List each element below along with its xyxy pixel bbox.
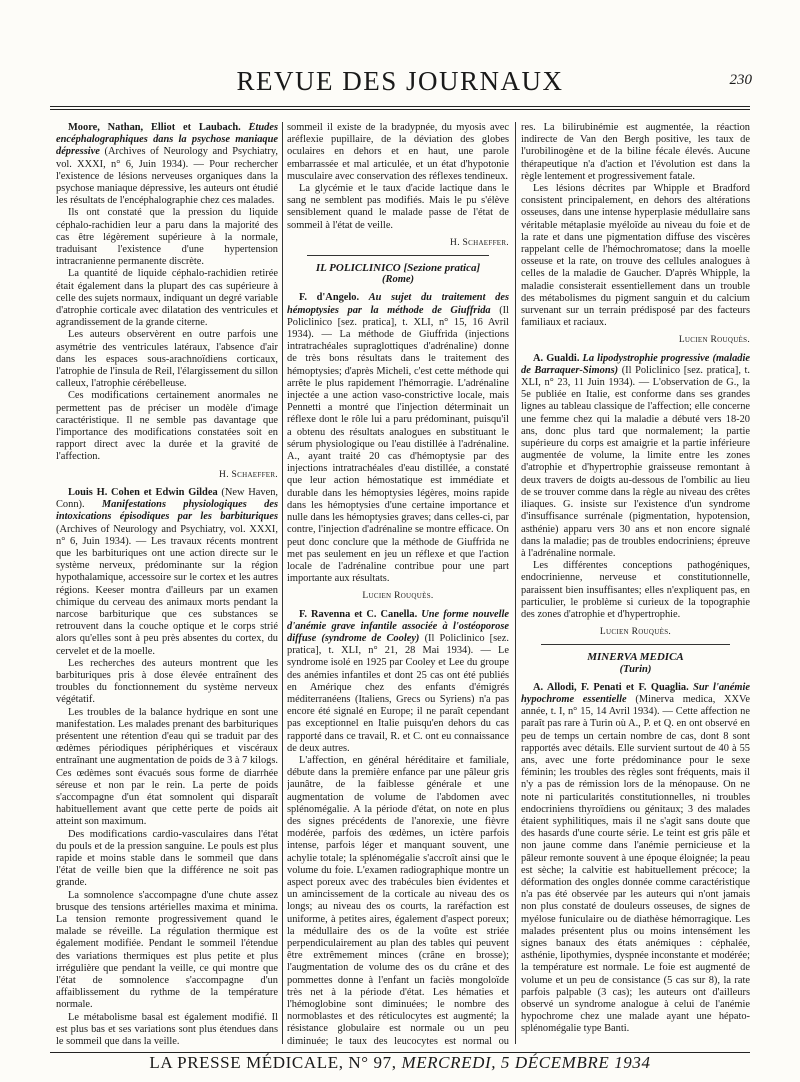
section-divider [541,644,730,645]
page-footer [0,1053,800,1073]
article-cohen [56,487,278,1048]
header-rule-2 [50,109,750,110]
article-ravenna-continued [521,122,750,347]
column-2 [287,122,509,1048]
section-title-minerva: MINERVA MEDICA [587,651,684,664]
column-3 [521,122,750,1048]
footer-date: MERCREDI, 5 DÉCEMBRE 1934 [401,1053,651,1072]
paragraph: Ces modifications certainement anormales ne permettent pas de préciser un modèle d'image caractéristique. Il ne semble pas davantage que l'importance des modifications constatées soit en rapport direct avec la durée et la gravité de l'affection. [56,390,278,463]
article-authors: A. Allodi, F. Penati et F. Quaglia. [533,681,689,693]
section-title-policlinico: IL POLICLINICO [Sezione pratica] [315,262,481,275]
signature: H. Schaeffer. [450,237,509,248]
article-authors: A. Gualdi. [533,352,580,364]
article-authors: Moore, Nathan, Elliot et Laubach. [68,122,241,133]
paragraph: Les recherches des auteurs montrent que les barbituriques pris à dose élevée entraînent des troubles du fonctionnement du système nerveux végétatif. [56,657,278,706]
paragraph: Ils ont constaté que la pression du liquide céphalo-rachidien leur a paru dans la majorité des cas être légèrement supérieure à la normale, traduisant l'existence d'une hypertension intracranienne permanente discrète. [56,207,278,268]
header-rule [50,106,750,107]
page-number: 230 [729,72,752,88]
paragraph: Les lésions décrites par Whipple et Bradford consistent principalement, en dehors des altérations osseuses, dans une intense hyperplasie médullaire sans véritable métaplasie myéloïde au niveau du foie et de la rate et dans une pigmentation diffuse des viscères rappelant celle de l'hémochromatose; dans la moelle osseuse et la rate, on trouve des cellules analogues à celles de la maladie de Gaucher. D'après Whipple, la maladie consisterait essentiellement dans un trouble des métabolismes du pigment sanguin et du calcium survenant sur un terrain prédisposé par des facteurs familiaux et raciaux. [521,183,750,329]
column-divider [282,122,283,1044]
paragraph: La quantité de liquide céphalo-rachidien retirée était également dans la plupart des cas supérieure à celle des sujets normaux, indiquant un degré variable d'atrophie corticale avec dilatation des ventricules et agrandissement de la grande citerne. [56,268,278,329]
paragraph: Les troubles de la balance hydrique en sont une manifestation. Les malades prenant des barbituriques présentent une rétention d'eau qui se traduit par des œdèmes périodiques périphériques et viscéraux entraînant une augmentation de poids de 3 à 7 kilogs. Ces œdèmes sont évacués sous forme de diarrhée séreuse et non par le rein. La perte de poids s'accompagne d'un état somnolent qui disparaît habituellement avant que cette perte de poids ait atteint son maximum. [56,706,278,828]
section-subtitle: (Rome) [381,274,415,286]
article-title: Au sujet du traitement des hémoptysies par la méthode de Giuffrida [287,292,509,316]
article-text: (Minerva medica, XXVe année, t. I, n° 15, 14 Avril 1934). — Cette affection ne paraît pas rare à Turin où A., P. et Q. en ont observé en peu de temps un certain nombre de cas, dont 8 sont rapportés avec détails. Elle survient surtout de 40 à 55 ans, avec une forte prédominance pour le sexe féminin; les troubles des règles sont fréquents, mais il n'y a pas de rémission lors de la ménopause. On ne note ni particularités constitutionnelles, ni troubles endocriniens thyroïdiens ou génitaux; 3 des malades étaient syphilitiques, mais il ne s'agit sans doute que des hasards d'une courte série. Le teint est gris pâle et non jaune comme dans l'anémie pernicieuse et la pâleur remonte souvent à une époque éloignée; la peau est sèche; la calvitie est habituellement précoce; la déformation des ongles donnée comme caractéristique n'a pas été observée par les auteurs qui n'ont jamais non plus constaté de douleurs osseuses, de signes de myélose funiculaire ou de diathèse hémorragique. Les malades présentent plus ou moins intensément les signes banaux des états anémiques : céphalée, asthénie, lipothymies, dyspnée inconstante et modérée; la température est normale. Le foie est augmenté de volume et un peu de consistance (5 cas sur 8), la rate parfois palpable (3 cas); les auteurs ont d'ailleurs observé un syndrome analogue à celui de l'anémie hypochrome chez une malade ayant une hépato-splénomégalie type Banti. [521,693,750,1035]
paragraph: Des modifications cardio-vasculaires dans l'état du pouls et de la pression sanguine. Le pouls est plus rapide et moins stable dans le sommeil que dans l'état de veille bien que la différence ne soit pas grande. [56,828,278,889]
paragraph: sommeil il existe de la bradypnée, du myosis avec aréflexie pupillaire, de la déviation des globes oculaires en dehors et en haut, une parole embarrassée et mal articulée, et un état d'hypotonie musculaire avec conservation des réflexes tendineux. [287,122,509,182]
paragraph: L'affection, en général héréditaire et familiale, débute dans la première enfance par une pâleur gris jaunâtre, de la faiblesse générale et une augmentation de volume de l'abdomen avec splénomégalie. A la période d'état, on note en plus des signes précédents de l'anorexie, une fièvre modérée, parfois des œdèmes, un ictère parfois intense, parfois léger et manquant souvent, une achylie totale; la splénomégalie s'accroît ainsi que le volume du foie. L'examen radiographique montre un aspect poreux avec des trabécules bien évidentes et un amincissement de la corticale au niveau des os longs; au niveau des os courts, la raréfaction est uniforme, à petites aires, également d'aspect poreux; la médullaire des os de la voûte est striée perpendiculairement au plan des tables qui peuvent être extrêmement minces (crâne en brosse); l'augmentation de volume des os du crâne et des pommettes donne à l'enfant un faciès mongoloïde très net à la période d'état. Les hématies et l'hémoglobine sont diminuées; le nombre des normoblastes et des réticulocytes est augmenté; la résistance globulaire est normale ou un peu diminuée; le taux des leucocytes est normal ou [287,754,509,1047]
article-text: (Il Policlinico [sez. pratica], t. XLI, n° 15, 16 Avril 1934). — La méthode de Giuffrida (injections intratrachéales supraglottiques d'adrénaline) donne de très bons résultats dans le traitement des hémoptysies; d'après Micheli, c'est cette méthode qui arrête le plus rapidement l'hémorragie. L'adrénaline injectée a une action vaso-constrictive locale, mais Pennetti a montré que l'injection déterminait un réflexe dont le rôle lui a paru prédominant, puisqu'il a obtenu des résultats analogues en substituant le sérum physiologique ou l'eau distillée à l'adrénaline. A., ayant traité 20 cas d'hémoptysie par des injections intratrachéales d'eau distillée, a constaté que leur action hémostatique est immédiate et durable dans les hémoptysies légères, moins rapide dans les hémoptysies d'une certaine importance et nulle dans les hémoptysies graves; dans celles-ci, par contre, l'injection d'adrénaline se montre efficace. On peut donc conclure que la méthode de Giuffrida ne met pas seulement en jeu un réflexe et que l'action locale de l'adrénaline contribue pour une part importante aux résultats. [287,304,509,585]
article-place: (New Haven, Conn). [56,486,278,511]
paragraph: La glycémie et le taux d'acide lactique dans le sang ne semblent pas modifiés. Mais le pu s'élève sensiblement quand le malade passe de l'état de sommeil à l'état de veille. [287,183,509,231]
article-title: Sur l'anémie hypochrome essentielle [521,681,750,705]
section-subtitle: (Turin) [619,663,652,675]
article-text: (Archives of Neurology and Psychiatry, vol. XXXI, n° 6, Juin 1934). — Les travaux récents montrent que les barbituriques ont une action directe sur le système nerveux, prédominante sur la région hypothalamique, accessoire sur le cortex et les autres régions. Keeser montra d'ailleurs par un examen chimique du cerveau des animaux morts pendant la narcose barbiturique que ces substances se retrouvent dans la couche optique et le corps strié alors qu'elles sont à peu près absentes du cortex, du cervelet et de la moelle. [56,523,278,657]
signature: Lucien Rouquès. [599,627,672,638]
page-title: REVUE DES JOURNAUX [236,66,564,96]
paragraph: La somnolence s'accompagne d'une chute assez brusque des tensions artérielles maxima et minima. La tension remonte progressivement quand le malade se réveille. La régulation thermique est également modifiée. Pendant le sommeil l'étendue des variations thermiques est plus petite et plus irrégulière que pendant la veille, ce qui montre que l'état de somnolence s'accompagne d'un affaiblissement du rythme de la température normale. [56,889,278,1011]
article-authors: F. Ravenna et C. Canella. [299,608,418,620]
article-moore [56,122,278,481]
paragraph: res. La bilirubinémie est augmentée, la réaction indirecte de Van den Bergh positive, les taux de l'urobilinogène et de la biline fécale élevés. Aucune thérapeutique n'a d'action et l'évolution est dans la règle lentement et progressivement fatale. [521,122,750,182]
article-text: (Il Policlinico [sez. pratica], t. XLI, n° 23, 11 Juin 1934). — L'observation de G., la 5e publiée en Italie, est conforme dans ses grandes lignes au tableau classique de l'affection; elle concerne une femme chez qui la maladie a débuté vers 18-20 ans, donc plus tard que normalement; la partie supérieure du corps est amaigrie et la partie inférieure augmentée de volume, la limite entre les zones d'atrophie et d'hypertrophie graisseuse remontant à deux travers de doigts au-dessous de l'ombilic au lieu de se trouver comme dans la règle au niveau des crêtes iliaques. G. insiste sur l'existence d'un syndrome d'insuffisance surrénale (pigmentation, hypotension, asthénie) apparu vers 30 ans et non encore signalé dans la maladie; pas de troubles endocriniens; épreuve à l'adrénaline normale. [521,364,750,559]
column-1 [56,122,278,1048]
column-divider [515,122,516,1044]
article-title: Une forme nouvelle d'anémie grave infantile associée à l'ostéoporose diffuse (syndrome de Cooley) [287,608,509,644]
article-text: (Il Policlinico [sez. pratica], t. XLI, n° 21, 28 Mai 1934). — Le syndrome isolé en 1925 par Cooley et Lee du groupe des anémies infantiles et dont 25 cas ont été publiés en Amérique chez des enfants d'émigrés méditerranéens (Italiens, Grecs ou Syriens) n'a pas encore été signalé en Europe; il ne paraît cependant pas exceptionnel en Italie puisqu'en dehors du cas rapporté dans ce travail, R. et C. ont eu connaissance de deux autres. [287,632,509,754]
article-allodi [521,682,750,1036]
article-authors: Louis H. Cohen et Edwin Gildea [68,486,218,498]
article-authors: F. d'Angelo. [299,292,360,304]
article-title: La lipodystrophie progressive (maladie de Barraquer-Simons) [521,352,750,376]
article-title: Études encéphalographiques dans la psychose maniaque dépressive [56,122,278,158]
footer-journal: LA PRESSE MÉDICALE, N° 97, [149,1053,397,1072]
paragraph: Les auteurs observèrent en outre parfois une asymétrie des ventricules latéraux, l'absence d'air dans les espaces sous-arachnoïdiens corticaux, l'atrophie de l'insula de Reil, l'élargissement du sillon calleux, l'atrophie cérébelleuse. [56,329,278,390]
article-gualdi [521,353,750,639]
signature: Lucien Rouquès. [362,591,434,602]
article-ravenna [287,609,509,1048]
article-cohen-continued [287,122,509,249]
section-divider [307,255,489,256]
paragraph: Le métabolisme basal est également modifié. Il est plus bas et ses variations sont plus étendues dans le sommeil que dans la veille. [56,1011,278,1048]
article-title: Manifestations physiologiques des intoxications épisodiques par les barbituriques [56,499,278,523]
signature: H. Schaeffer. [219,469,278,480]
signature: Lucien Rouquès. [678,335,750,346]
article-text: (Archives of Neurology and Psychiatry, vol. XXXI, n° 6, Juin 1934). — Pour rechercher l'existence de lésions nerveuses organiques dans la psychose maniaque dépressive, les auteurs ont étudié les résultats de l'encéphalographie chez ces malades. [56,146,278,207]
paragraph: Les différentes conceptions pathogéniques, endocrinienne, nerveuse et constitutionnelle, paraissent bien insuffisantes; elles n'expliquent pas, en particulier, le problème si curieux de la topographie des zones d'atrophie et d'hypertrophie. [521,560,750,620]
article-dangelo [287,292,509,602]
